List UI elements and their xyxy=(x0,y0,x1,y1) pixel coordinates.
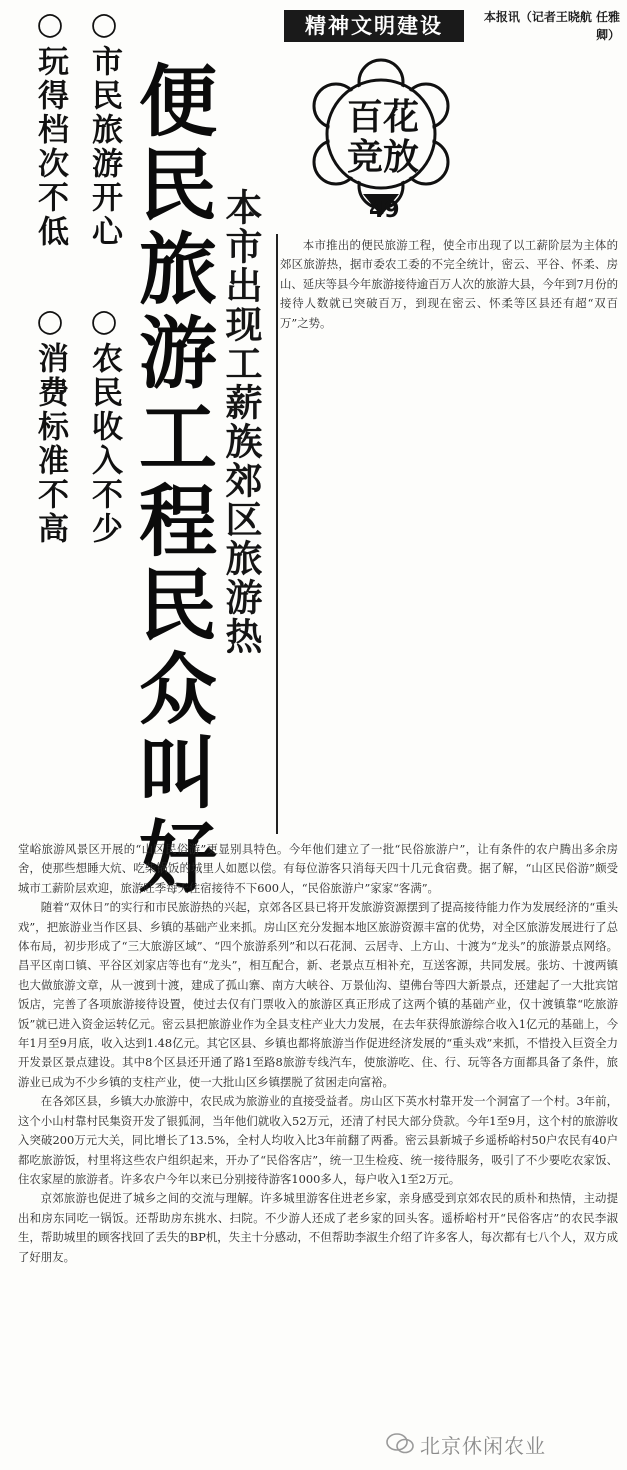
subheadline-citizens: ○市民旅游开心 xyxy=(86,6,122,249)
article-column xyxy=(280,236,618,832)
article-body xyxy=(18,840,618,1422)
series-badge xyxy=(285,48,477,228)
chat-bubble-icon xyxy=(386,1432,414,1456)
badge-line-1: 百花 xyxy=(347,97,420,138)
column-tag: 精神文明建设 xyxy=(284,10,464,42)
subheadline-farmers: ○农民收入不少 xyxy=(86,303,122,546)
subheadline-cost: ○消费标准不高 xyxy=(32,303,68,546)
badge-number: 49 xyxy=(369,198,400,223)
article-paragraph: 本市推出的便民旅游工程，使全市出现了以工薪阶层为主体的郊区旅游热，据市委农工委的不完全统计，密云、平谷、怀柔、房山、延庆等县今年旅游接待逾百万人次的旅游大县，今年到7月份的接待人数就已突破百万，到现在密云、怀柔等区县还有超“双百万”之势。 xyxy=(280,238,618,330)
article-paragraph: 堂峪旅游风景区开展的“山区民俗游”更显别具特色。今年他们建立了一批“民俗旅游户”，让有条件的农户腾出多余房舍，使那些想睡大炕、吃柴锅饭的城里人如愿以偿。有每位游客只消每天四十几元食宿费。据了解，“山区民俗游”颇受城市工薪阶层欢迎，旅游旺季每天住宿接待不下600人，“民俗旅游户”家家“客满”。 xyxy=(18,842,618,895)
article-paragraph: 在各郊区县，乡镇大办旅游中，农民成为旅游业的直接受益者。房山区下英水村靠开发一个洞富了一个村。3年前，这个小山村靠村民集资开发了银狐洞，当年他们就收入52万元，还清了村民大部分贷款。今年1至9月，这个村的旅游收入突破200万元大关，同比增长了13.5%，全村人均收入比3年前翻了两番。密云县新城子乡遥桥峪村50户农民有40户都吃旅游饭，村里将这些农户组织起来，开办了“民俗客店”，统一卫生检疫、统一接待服务，吸引了不少要吃农家饭、住农家屋的旅游者。许多农户今年以来已分别接待游客1000多人，每户收入1至2万元。 xyxy=(18,1094,618,1186)
badge-line-2: 竞放 xyxy=(347,137,420,178)
main-headline: 便民旅游工程民众叫好 xyxy=(126,60,216,900)
article-paragraph: 京郊旅游也促进了城乡之间的交流与理解。许多城里游客住进老乡家，亲身感受到京郊农民的质朴和热情，主动提出和房东同吃一锅饭。还帮助房东挑水、扫院。不少游人还成了老乡家的回头客。遥桥峪村开“民俗客店”的农民李淑生，帮助城里的顾客找回了丢失的BP机，失主十分感动，不但帮助李淑生介绍了许多客人，每次都有七八个人，双方成了好朋友。 xyxy=(18,1191,618,1264)
column-divider xyxy=(276,234,278,834)
deck-headline: 本市出现工薪族郊区旅游热 xyxy=(219,188,262,656)
byline: 本报讯（记者王晓航 任雅卿） xyxy=(483,10,620,42)
watermark: 北京休闲农业 xyxy=(420,1434,546,1458)
subheadline-quality: ○玩得档次不低 xyxy=(32,6,68,249)
article-paragraph: 随着“双休日”的实行和市民旅游热的兴起，京郊各区县已将开发旅游资源摆到了提高接待能力作为发展经济的“重头戏”，把旅游业当作区县、乡镇的基础产业来抓。房山区充分发掘本地区旅游资源丰富的优势，对全区旅游发展进行了总体布局，初步形成了“三大旅游区域”、“四个旅游系列”和以石花洞、云居寺、上方山、十渡为“龙头”的旅游景点网络。昌平区南口镇、平谷区刘家店等也有“龙头”，相互配合，新、老景点互相补充，互送客源，共同发展。张坊、十渡两镇也大做旅游文章，从一渡到十渡，建成了孤山寨、南方大峡谷、万景仙沟、望佛台等四大新景点，还建起了一大批宾馆饭店，完善了各项旅游接待设置，使过去仅有门票收入的旅游区真正形成了这两个镇的基础产业，仅十渡镇靠“吃旅游饭”就已进入资金运转亿元。密云县把旅游业作为全县支柱产业大力发展，在去年获得旅游综合收入1亿元的基础上，今年1月至9月底，收入达到1.48亿元。其它区县、乡镇也都将旅游当作促进经济发展的“重头戏”来抓，不惜投入巨资全力开发景区景点建设。其中8个区县还开通了路1至路8旅游专线汽车，使旅游吃、住、行、玩等各方面都具备了条件，旅游业已成为不少乡镇的支柱产业，使一大批山区乡镇摆脱了贫困走向富裕。 xyxy=(18,900,618,1089)
